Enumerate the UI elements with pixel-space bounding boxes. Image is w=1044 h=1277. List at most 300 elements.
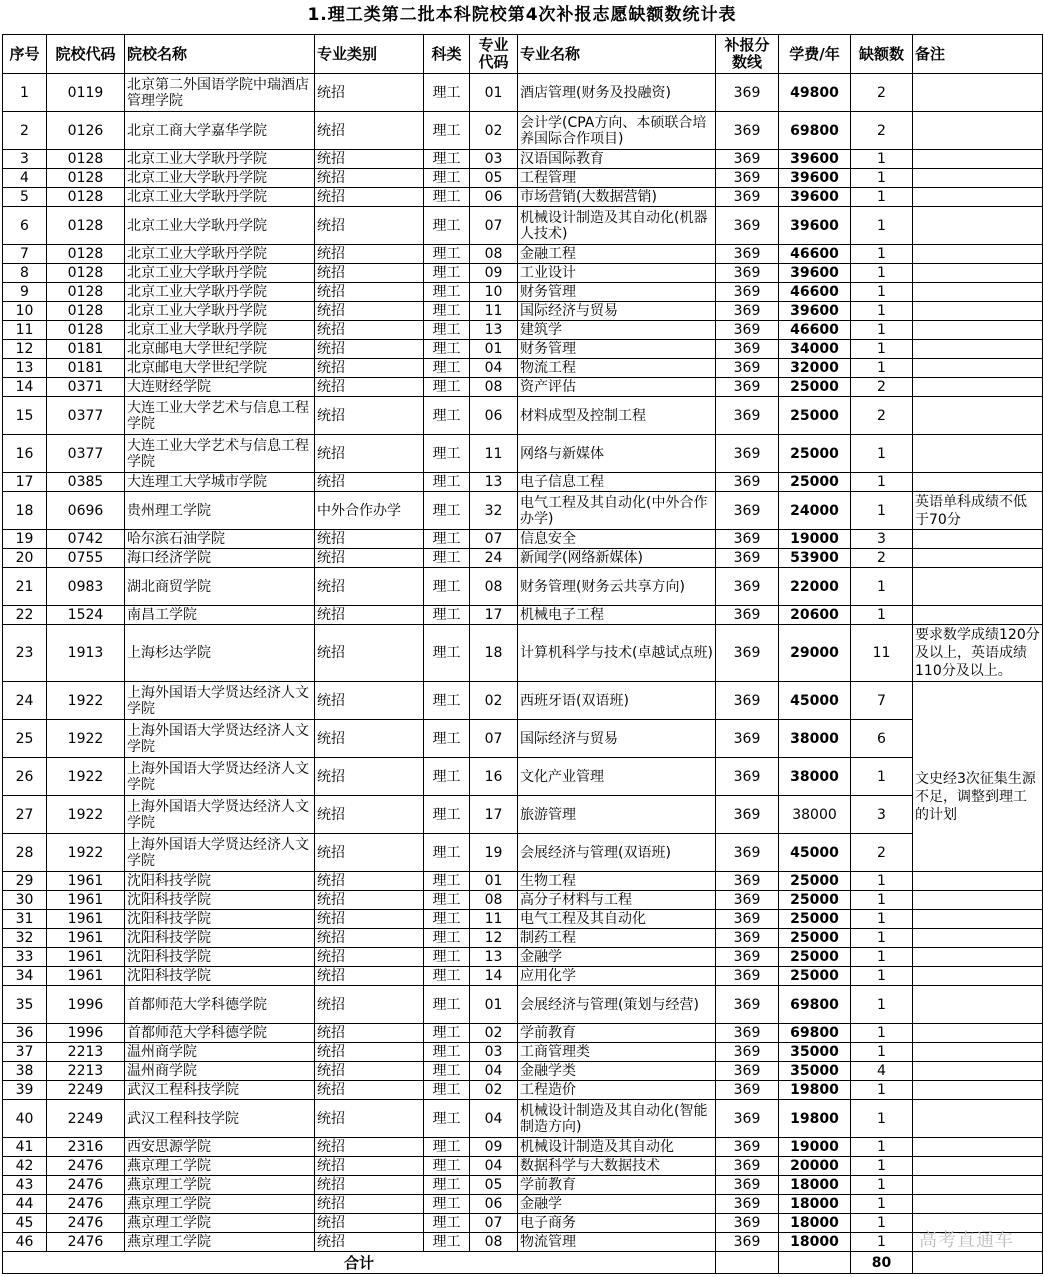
cell-subject: 理工 (424, 397, 470, 435)
cell-school-name: 沈阳科技学院 (125, 910, 315, 929)
cell-school-name: 北京邮电大学世纪学院 (125, 340, 315, 359)
table-row (3, 796, 1043, 834)
cell-vacancy: 11 (851, 625, 913, 682)
cell-subject: 理工 (424, 245, 470, 264)
cell-score-line: 369 (716, 967, 779, 986)
cell-score-line: 369 (716, 834, 779, 872)
cell-score-line: 369 (716, 359, 779, 378)
cell-seq: 37 (3, 1043, 47, 1062)
cell-category: 统招 (315, 112, 424, 150)
cell-school-name: 湖北商贸学院 (125, 568, 315, 606)
table-row (3, 872, 1043, 891)
cell-subject: 理工 (424, 1024, 470, 1043)
cell-category: 统招 (315, 435, 424, 473)
cell-major-name: 新闻学(网络新媒体) (518, 549, 716, 568)
header-school-code: 院校代码 (47, 35, 125, 74)
cell-category: 统招 (315, 948, 424, 967)
cell-score-line: 369 (716, 986, 779, 1024)
cell-fee: 39600 (779, 188, 851, 207)
table-row (3, 283, 1043, 302)
cell-subject: 理工 (424, 1157, 470, 1176)
cell-vacancy: 2 (851, 112, 913, 150)
cell-vacancy: 1 (851, 1214, 913, 1233)
cell-note: 英语单科成绩不低于70分 (913, 492, 1043, 530)
cell-major-code: 09 (470, 1138, 518, 1157)
cell-vacancy: 1 (851, 1176, 913, 1195)
cell-vacancy: 1 (851, 1138, 913, 1157)
cell-major-code: 08 (470, 245, 518, 264)
cell-major-code: 16 (470, 758, 518, 796)
cell-major-code: 11 (470, 302, 518, 321)
cell-note (913, 378, 1043, 397)
cell-school-name: 哈尔滨石油学院 (125, 530, 315, 549)
cell-school-name: 北京第二外国语学院中瑞酒店管理学院 (125, 74, 315, 112)
cell-note (913, 1195, 1043, 1214)
cell-vacancy: 1 (851, 1043, 913, 1062)
cell-vacancy: 1 (851, 283, 913, 302)
cell-subject: 理工 (424, 910, 470, 929)
cell-note (913, 112, 1043, 150)
cell-school-name: 武汉工程科技学院 (125, 1081, 315, 1100)
table-row (3, 720, 1043, 758)
cell-major-name: 会计学(CPA方向、本硕联合培养国际合作项目) (518, 112, 716, 150)
cell-school-code: 1922 (47, 758, 125, 796)
table-row (3, 986, 1043, 1024)
cell-seq: 3 (3, 150, 47, 169)
cell-school-code: 1922 (47, 720, 125, 758)
cell-major-name: 机械设计制造及其自动化 (518, 1138, 716, 1157)
table-row (3, 606, 1043, 625)
cell-category: 统招 (315, 1157, 424, 1176)
table-row (3, 359, 1043, 378)
table-row (3, 568, 1043, 606)
cell-category: 统招 (315, 1062, 424, 1081)
cell-note (913, 1100, 1043, 1138)
cell-major-code: 06 (470, 1195, 518, 1214)
total-blank (716, 1252, 779, 1274)
cell-note (913, 169, 1043, 188)
cell-score-line: 369 (716, 378, 779, 397)
cell-fee: 20000 (779, 1157, 851, 1176)
cell-seq: 16 (3, 435, 47, 473)
cell-vacancy: 1 (851, 245, 913, 264)
cell-vacancy: 1 (851, 1195, 913, 1214)
cell-score-line: 369 (716, 606, 779, 625)
cell-major-name: 市场营销(大数据营销) (518, 188, 716, 207)
cell-school-code: 2476 (47, 1214, 125, 1233)
cell-fee: 38000 (779, 796, 851, 834)
cell-school-name: 上海外国语大学贤达经济人文学院 (125, 796, 315, 834)
cell-score-line: 369 (716, 245, 779, 264)
cell-category: 统招 (315, 378, 424, 397)
cell-major-code: 07 (470, 1214, 518, 1233)
cell-fee: 19800 (779, 1081, 851, 1100)
cell-major-name: 财务管理 (518, 340, 716, 359)
cell-major-name: 国际经济与贸易 (518, 302, 716, 321)
cell-seq: 18 (3, 492, 47, 530)
cell-school-name: 上海外国语大学贤达经济人文学院 (125, 682, 315, 720)
cell-vacancy: 6 (851, 720, 913, 758)
cell-subject: 理工 (424, 112, 470, 150)
cell-score-line: 369 (716, 435, 779, 473)
cell-major-code: 01 (470, 340, 518, 359)
cell-score-line: 369 (716, 682, 779, 720)
table-row (3, 834, 1043, 872)
cell-fee: 25000 (779, 929, 851, 948)
cell-school-code: 1961 (47, 872, 125, 891)
cell-seq: 34 (3, 967, 47, 986)
cell-note (913, 986, 1043, 1024)
cell-major-name: 资产评估 (518, 378, 716, 397)
cell-seq: 40 (3, 1100, 47, 1138)
cell-fee: 45000 (779, 834, 851, 872)
cell-score-line: 369 (716, 397, 779, 435)
table-row (3, 492, 1043, 530)
cell-fee: 18000 (779, 1176, 851, 1195)
cell-school-code: 0128 (47, 169, 125, 188)
cell-category: 统招 (315, 986, 424, 1024)
cell-fee: 19000 (779, 530, 851, 549)
cell-school-code: 2213 (47, 1043, 125, 1062)
cell-fee: 35000 (779, 1062, 851, 1081)
cell-school-code: 0119 (47, 74, 125, 112)
cell-category: 统招 (315, 758, 424, 796)
cell-fee: 46600 (779, 245, 851, 264)
cell-note (913, 74, 1043, 112)
cell-school-code: 0128 (47, 245, 125, 264)
cell-category: 统招 (315, 625, 424, 682)
watermark: 高考直通车 (919, 1230, 1014, 1251)
cell-school-name: 北京工业大学耿丹学院 (125, 150, 315, 169)
cell-vacancy: 2 (851, 549, 913, 568)
cell-subject: 理工 (424, 1081, 470, 1100)
cell-major-code: 08 (470, 378, 518, 397)
cell-major-name: 财务管理(财务云共享方向) (518, 568, 716, 606)
cell-school-name: 武汉工程科技学院 (125, 1100, 315, 1138)
cell-note (913, 150, 1043, 169)
cell-category: 统招 (315, 207, 424, 245)
cell-category: 统招 (315, 530, 424, 549)
cell-major-code: 04 (470, 1157, 518, 1176)
cell-category: 统招 (315, 1138, 424, 1157)
cell-major-name: 金融学 (518, 948, 716, 967)
cell-major-code: 03 (470, 150, 518, 169)
cell-category: 统招 (315, 872, 424, 891)
cell-vacancy: 1 (851, 1081, 913, 1100)
cell-note (913, 1081, 1043, 1100)
table-title: 1.理工类第二批本科院校第4次补报志愿缺额数统计表 (307, 5, 737, 25)
table-row (3, 150, 1043, 169)
cell-fee: 19800 (779, 1100, 851, 1138)
cell-seq: 35 (3, 986, 47, 1024)
cell-vacancy: 1 (851, 473, 913, 492)
cell-school-code: 0181 (47, 340, 125, 359)
cell-major-code: 14 (470, 967, 518, 986)
total-value: 80 (851, 1252, 913, 1274)
cell-vacancy: 4 (851, 1062, 913, 1081)
header-score-line: 补报分数线 (716, 35, 779, 74)
cell-category: 统招 (315, 397, 424, 435)
cell-major-name: 酒店管理(财务及投融资) (518, 74, 716, 112)
cell-note (913, 549, 1043, 568)
cell-category: 统招 (315, 1043, 424, 1062)
cell-fee: 46600 (779, 321, 851, 340)
cell-seq: 4 (3, 169, 47, 188)
cell-score-line: 369 (716, 948, 779, 967)
cell-category: 统招 (315, 910, 424, 929)
cell-school-name: 燕京理工学院 (125, 1214, 315, 1233)
cell-school-name: 北京工商大学嘉华学院 (125, 112, 315, 150)
cell-subject: 理工 (424, 283, 470, 302)
cell-major-code: 01 (470, 986, 518, 1024)
cell-note (913, 435, 1043, 473)
header-row (3, 35, 1043, 74)
cell-major-code: 13 (470, 948, 518, 967)
table-row (3, 1138, 1043, 1157)
cell-fee: 25000 (779, 948, 851, 967)
cell-school-name: 温州商学院 (125, 1043, 315, 1062)
cell-category: 统招 (315, 1100, 424, 1138)
cell-note (913, 967, 1043, 986)
cell-major-code: 06 (470, 188, 518, 207)
table-row (3, 948, 1043, 967)
cell-subject: 理工 (424, 207, 470, 245)
cell-major-code: 10 (470, 283, 518, 302)
header-fee: 学费/年 (779, 35, 851, 74)
cell-category: 统招 (315, 1233, 424, 1252)
cell-vacancy: 1 (851, 169, 913, 188)
table-row (3, 1100, 1043, 1138)
cell-score-line: 369 (716, 1233, 779, 1252)
cell-school-name: 燕京理工学院 (125, 1195, 315, 1214)
cell-vacancy: 2 (851, 378, 913, 397)
header-category: 专业类别 (315, 35, 424, 74)
cell-school-code: 1913 (47, 625, 125, 682)
cell-category: 统招 (315, 1024, 424, 1043)
cell-fee: 35000 (779, 1043, 851, 1062)
cell-seq: 20 (3, 549, 47, 568)
table-row (3, 112, 1043, 150)
cell-major-name: 汉语国际教育 (518, 150, 716, 169)
table-row (3, 891, 1043, 910)
cell-school-name: 上海外国语大学贤达经济人文学院 (125, 834, 315, 872)
cell-major-name: 金融学 (518, 1195, 716, 1214)
table-row (3, 169, 1043, 188)
cell-major-name: 高分子材料与工程 (518, 891, 716, 910)
cell-score-line: 369 (716, 492, 779, 530)
table-row (3, 967, 1043, 986)
cell-subject: 理工 (424, 796, 470, 834)
cell-school-code: 0755 (47, 549, 125, 568)
cell-subject: 理工 (424, 1100, 470, 1138)
cell-vacancy: 1 (851, 435, 913, 473)
cell-major-code: 07 (470, 207, 518, 245)
cell-fee: 25000 (779, 910, 851, 929)
cell-category: 统招 (315, 967, 424, 986)
cell-fee: 69800 (779, 1024, 851, 1043)
cell-seq: 32 (3, 929, 47, 948)
cell-category: 统招 (315, 473, 424, 492)
cell-note (913, 910, 1043, 929)
cell-score-line: 369 (716, 872, 779, 891)
cell-major-code: 02 (470, 682, 518, 720)
cell-fee: 22000 (779, 568, 851, 606)
cell-school-code: 0128 (47, 150, 125, 169)
cell-school-name: 北京工业大学耿丹学院 (125, 264, 315, 283)
cell-vacancy: 1 (851, 1233, 913, 1252)
table-row (3, 302, 1043, 321)
cell-major-name: 会展经济与管理(策划与经营) (518, 986, 716, 1024)
cell-score-line: 369 (716, 473, 779, 492)
cell-category: 统招 (315, 891, 424, 910)
cell-seq: 36 (3, 1024, 47, 1043)
cell-category: 统招 (315, 302, 424, 321)
header-major-name: 专业名称 (518, 35, 716, 74)
cell-score-line: 369 (716, 1062, 779, 1081)
header-major-code: 专业代码 (470, 35, 518, 74)
cell-seq: 15 (3, 397, 47, 435)
cell-score-line: 369 (716, 720, 779, 758)
cell-school-code: 1996 (47, 1024, 125, 1043)
cell-category: 统招 (315, 74, 424, 112)
cell-score-line: 369 (716, 1176, 779, 1195)
cell-fee: 29000 (779, 625, 851, 682)
cell-note (913, 1062, 1043, 1081)
cell-subject: 理工 (424, 359, 470, 378)
cell-fee: 18000 (779, 1195, 851, 1214)
cell-note (913, 264, 1043, 283)
cell-school-name: 沈阳科技学院 (125, 872, 315, 891)
table-row (3, 473, 1043, 492)
cell-score-line: 369 (716, 1157, 779, 1176)
cell-note (913, 872, 1043, 891)
cell-school-name: 北京工业大学耿丹学院 (125, 207, 315, 245)
cell-note (913, 321, 1043, 340)
cell-note (913, 530, 1043, 549)
cell-fee: 20600 (779, 606, 851, 625)
cell-category: 统招 (315, 682, 424, 720)
cell-seq: 11 (3, 321, 47, 340)
cell-vacancy: 1 (851, 929, 913, 948)
cell-score-line: 369 (716, 1043, 779, 1062)
cell-category: 统招 (315, 150, 424, 169)
cell-score-line: 369 (716, 169, 779, 188)
cell-note (913, 929, 1043, 948)
cell-subject: 理工 (424, 872, 470, 891)
cell-vacancy: 1 (851, 321, 913, 340)
cell-vacancy: 1 (851, 359, 913, 378)
cell-subject: 理工 (424, 530, 470, 549)
cell-subject: 理工 (424, 758, 470, 796)
cell-subject: 理工 (424, 435, 470, 473)
cell-major-code: 04 (470, 359, 518, 378)
cell-major-name: 金融学类 (518, 1062, 716, 1081)
cell-category: 统招 (315, 359, 424, 378)
cell-fee: 39600 (779, 264, 851, 283)
cell-seq: 21 (3, 568, 47, 606)
cell-subject: 理工 (424, 188, 470, 207)
cell-score-line: 369 (716, 207, 779, 245)
cell-category: 中外合作办学 (315, 492, 424, 530)
cell-score-line: 369 (716, 910, 779, 929)
cell-seq: 10 (3, 302, 47, 321)
cell-major-name: 财务管理 (518, 283, 716, 302)
cell-seq: 13 (3, 359, 47, 378)
cell-fee: 25000 (779, 435, 851, 473)
cell-major-name: 西班牙语(双语班) (518, 682, 716, 720)
cell-school-code: 0126 (47, 112, 125, 150)
cell-seq: 28 (3, 834, 47, 872)
cell-note (913, 1043, 1043, 1062)
header-seq: 序号 (3, 35, 47, 74)
cell-major-name: 电子商务 (518, 1214, 716, 1233)
cell-major-code: 06 (470, 397, 518, 435)
cell-subject: 理工 (424, 74, 470, 112)
cell-vacancy: 2 (851, 74, 913, 112)
cell-vacancy: 1 (851, 910, 913, 929)
cell-school-code: 2249 (47, 1081, 125, 1100)
cell-score-line: 369 (716, 549, 779, 568)
cell-score-line: 369 (716, 264, 779, 283)
cell-school-name: 上海外国语大学贤达经济人文学院 (125, 720, 315, 758)
cell-school-code: 2476 (47, 1233, 125, 1252)
cell-school-name: 北京工业大学耿丹学院 (125, 169, 315, 188)
cell-score-line: 369 (716, 891, 779, 910)
cell-school-code: 0181 (47, 359, 125, 378)
header-vacancy: 缺额数 (851, 35, 913, 74)
cell-school-name: 沈阳科技学院 (125, 929, 315, 948)
cell-vacancy: 1 (851, 264, 913, 283)
total-row (3, 1252, 1043, 1274)
cell-school-code: 1961 (47, 910, 125, 929)
cell-category: 统招 (315, 169, 424, 188)
cell-note (913, 340, 1043, 359)
cell-seq: 2 (3, 112, 47, 150)
cell-vacancy: 1 (851, 891, 913, 910)
cell-major-name: 建筑学 (518, 321, 716, 340)
cell-score-line: 369 (716, 150, 779, 169)
cell-school-code: 0371 (47, 378, 125, 397)
cell-fee: 39600 (779, 169, 851, 188)
cell-score-line: 369 (716, 112, 779, 150)
cell-subject: 理工 (424, 720, 470, 758)
table-row (3, 1062, 1043, 1081)
cell-seq: 24 (3, 682, 47, 720)
cell-major-name: 学前教育 (518, 1176, 716, 1195)
cell-note: 文史经3次征集生源不足，调整到理工的计划 (913, 682, 1043, 872)
cell-major-code: 13 (470, 321, 518, 340)
cell-subject: 理工 (424, 1043, 470, 1062)
cell-major-name: 材料成型及控制工程 (518, 397, 716, 435)
cell-category: 统招 (315, 283, 424, 302)
table-row (3, 1157, 1043, 1176)
cell-vacancy: 1 (851, 340, 913, 359)
cell-major-name: 电气工程及其自动化 (518, 910, 716, 929)
cell-major-name: 电子信息工程 (518, 473, 716, 492)
cell-fee: 49800 (779, 74, 851, 112)
cell-fee: 69800 (779, 112, 851, 150)
cell-major-name: 物流工程 (518, 359, 716, 378)
cell-major-code: 03 (470, 1043, 518, 1062)
table-row (3, 397, 1043, 435)
table-row (3, 910, 1043, 929)
table-row (3, 378, 1043, 397)
table-row (3, 1176, 1043, 1195)
table-row (3, 245, 1043, 264)
cell-major-name: 物流管理 (518, 1233, 716, 1252)
cell-category: 统招 (315, 549, 424, 568)
cell-score-line: 369 (716, 1100, 779, 1138)
